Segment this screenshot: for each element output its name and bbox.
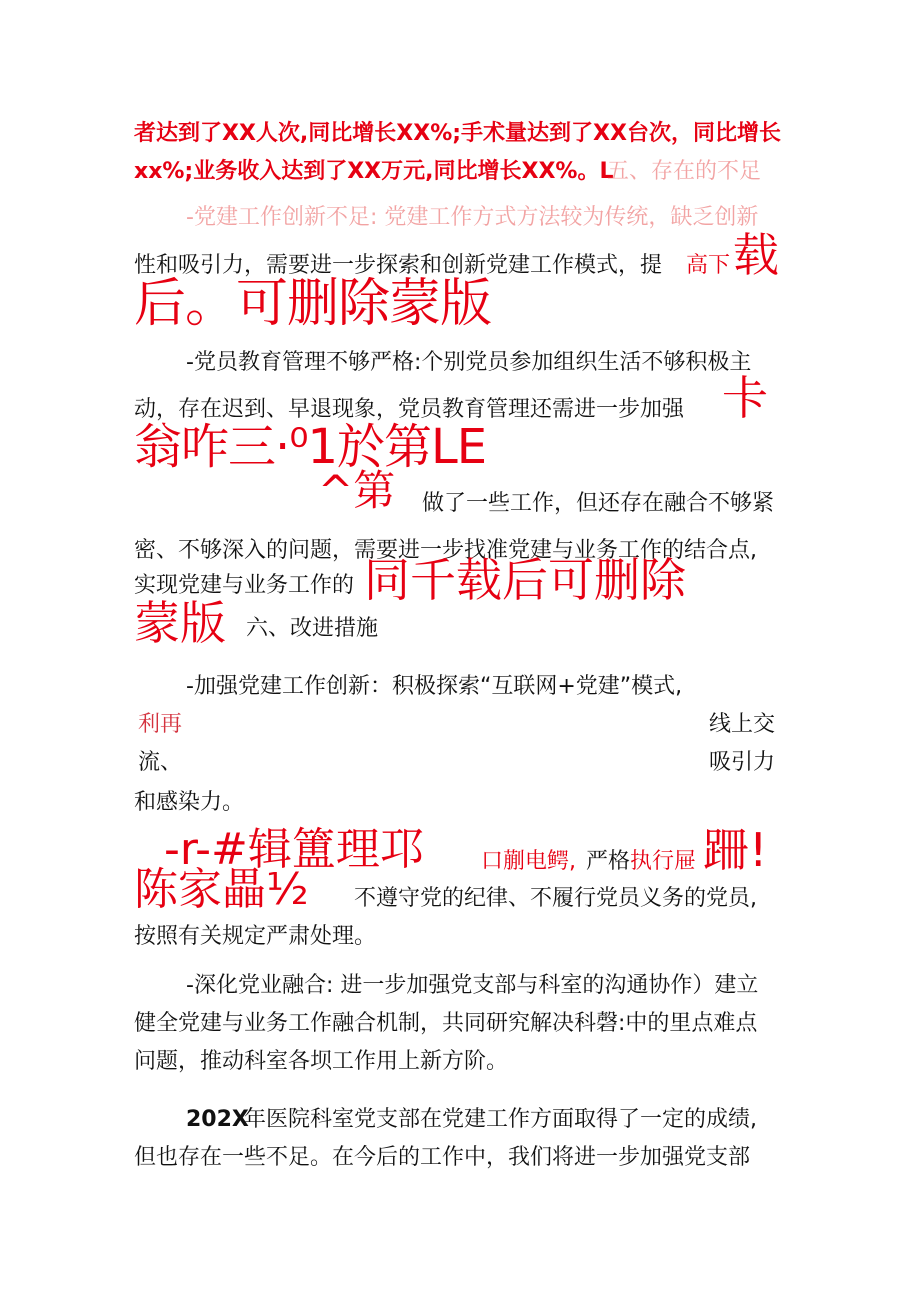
text-line: 问题，推动科室各坝工作用上新方阶。 — [134, 1049, 509, 1074]
text-line: -加强党建工作创新：积极探索“互联网+党建”模式, — [186, 674, 683, 699]
text-line: 和感染力。 — [134, 790, 245, 815]
watermark-text: -r-#辑簠理邛 — [164, 824, 424, 875]
text-line: -党员教育管理不够严格:个别党员参加组织生活不够积极主 — [186, 350, 752, 375]
text-line: 健全党建与业务工作融合机制，共同研究解决科磬:中的里点难点 — [134, 1011, 758, 1036]
text-fragment: 利再 — [138, 712, 183, 737]
text-line: 按照有关规定严肃处理。 — [134, 924, 377, 949]
text-fragment: 口蒯电鳄, — [481, 849, 576, 874]
watermark-fragment: 跚! — [703, 823, 768, 877]
text-line: 做了一些工作，但还存在融合不够紧 — [422, 491, 775, 516]
text-fragment: 流、 — [138, 750, 183, 775]
watermark-fragment: 载 — [733, 228, 779, 282]
text-fragment: 吸引力 — [709, 750, 776, 775]
text-line: 者达到了XX人次,同比增长XX%;手术量达到了XX台次，同比增长 — [134, 121, 781, 146]
text-line: xx%;业务收入达到了XX万元,同比增长XX%。L — [134, 159, 614, 184]
text-line: 动，存在迟到、早退现象，党员教育管理还需进一步加强 — [134, 397, 685, 422]
text-fragment: 严格 — [586, 849, 631, 874]
section-heading: 六、改进措施 — [246, 616, 379, 641]
watermark-fragment: 蒙版 — [134, 596, 226, 650]
text-line: 实现党建与业务工作的 — [134, 573, 355, 598]
text-line: -党建工作创新不足: 党建工作方式方法较为传统，缺乏创新 — [186, 205, 759, 230]
watermark-text: 同千载后可删除 — [364, 553, 686, 607]
year-text: 202X — [186, 1107, 249, 1132]
watermark-text: 后。可删除蒙版 — [134, 274, 492, 334]
watermark-text: 陈家畾½ — [134, 864, 309, 915]
text-line: 但也存在一些不足。在今后的工作中，我们将进一步加强党支部 — [134, 1145, 751, 1170]
watermark-fragment: 卡 — [722, 371, 768, 425]
text-fragment: 线上交 — [709, 712, 776, 737]
section-heading: 五、存在的不足 — [607, 159, 762, 184]
text-line: -深化党业融合: 进一步加强党支部与科室的沟通协作）建立 — [186, 973, 759, 998]
text-line: 性和吸引力，需要进一步探索和创新党建工作模式，提 — [134, 253, 663, 278]
text-line: 密、不够深入的问题，需要进一步找准党建与业务工作的结合点, — [134, 538, 757, 563]
text-fragment: 执行屉 — [630, 849, 697, 874]
text-fragment: 高下 — [686, 253, 731, 278]
watermark-text: 翁咋三·⁰1於第LE — [134, 419, 487, 475]
text-line: 年医院科室党支部在党建工作方面取得了一定的成绩, — [244, 1107, 757, 1132]
watermark-fragment: ^第 — [318, 466, 396, 515]
text-line: 不遵守党的纪律、不履行党员义务的党员, — [354, 886, 757, 911]
